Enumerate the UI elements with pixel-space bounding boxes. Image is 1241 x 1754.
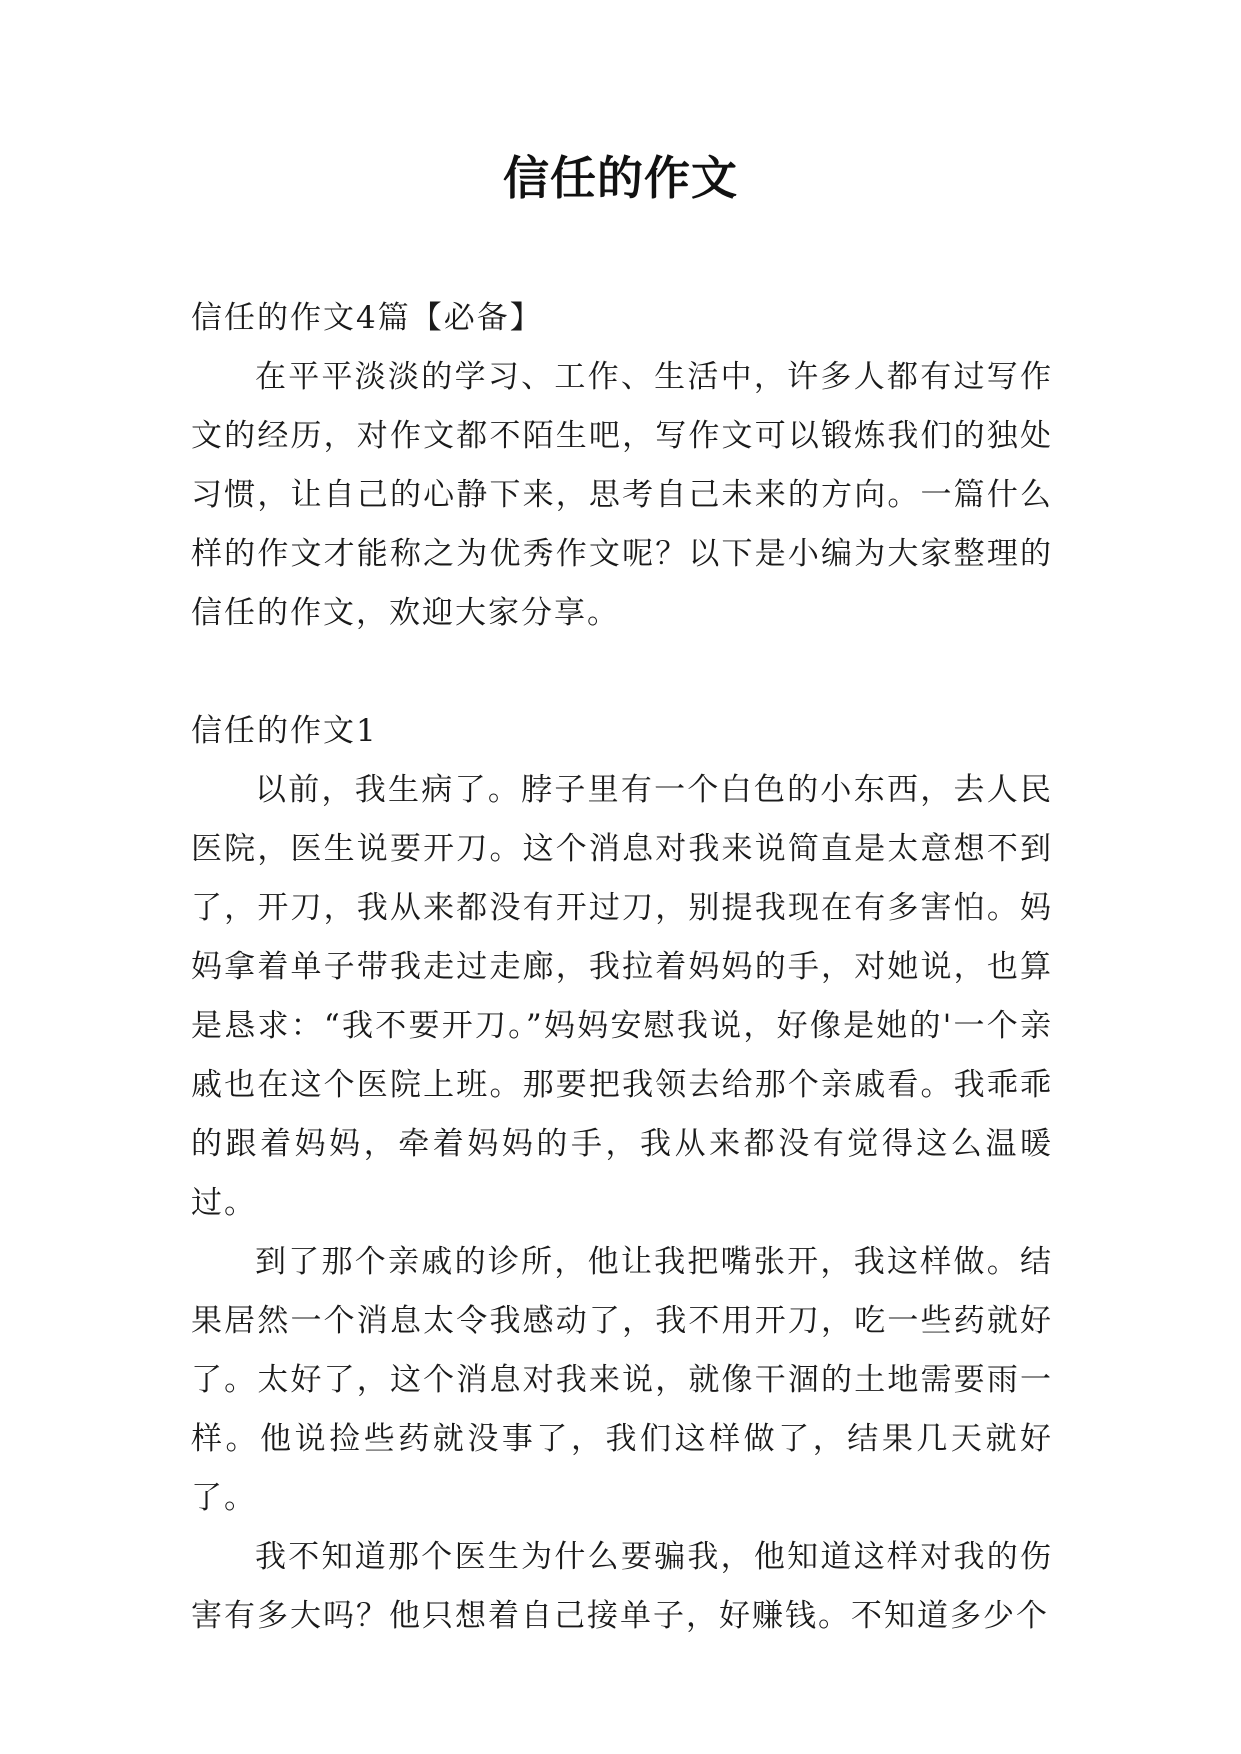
document-title: 信任的作文 xyxy=(503,151,738,205)
body-paragraph: 以前，我生病了。脖子里有一个白色的小东西，去人民医院，医生说要开刀。这个消息对我来说简直是太意想不到了，开刀，我从来都没有开过刀，别提我现在有多害怕。妈妈拿着单子带我走过走廊，我拉着妈妈的手，对她说，也算是恳求：“我不要开刀。”妈妈安慰我说，好像是她的'一个亲戚也在这个医院上班。那要把我领去给那个亲戚看。我乖乖的跟着妈妈，牵着妈妈的手，我从来都没有觉得这么温暖过。 xyxy=(191,772,1053,1221)
body-paragraph: 到了那个亲戚的诊所，他让我把嘴张开，我这样做。结果居然一个消息太令我感动了，我不用开刀，吃一些药就好了。太好了，这个消息对我来说，就像干涸的土地需要雨一样。他说捡些药就没事了，我们这样做了，结果几天就好了。 xyxy=(191,1244,1053,1516)
intro-paragraph: 在平平淡淡的学习、工作、生活中，许多人都有过写作文的经历，对作文都不陌生吧，写作文可以锻炼我们的独处习惯，让自己的心静下来，思考自己未来的方向。一篇什么样的作文才能称之为优秀作文呢？以下是小编为大家整理的信任的作文，欢迎大家分享。 xyxy=(191,359,1053,631)
document-body xyxy=(191,289,1053,1646)
document-subtitle: 信任的作文4篇【必备】 xyxy=(191,300,543,336)
body-paragraph: 我不知道那个医生为什么要骗我，他知道这样对我的伤害有多大吗？他只想着自己接单子，好赚钱。不知道多少个 xyxy=(191,1539,1053,1634)
section-heading: 信任的作文1 xyxy=(191,713,378,749)
section-gap xyxy=(191,643,1053,702)
